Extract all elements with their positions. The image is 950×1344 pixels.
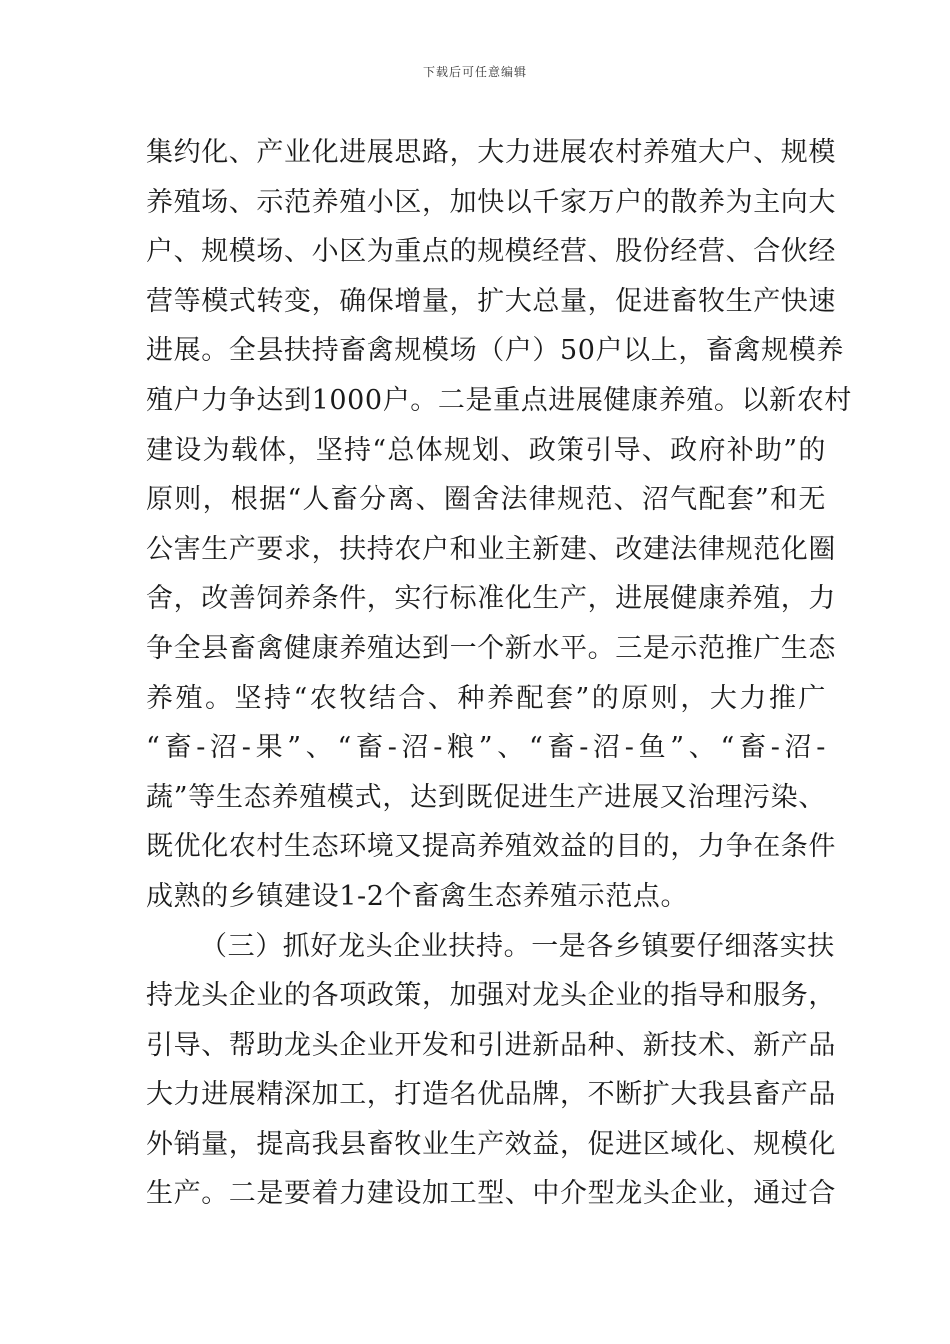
text-line: 殖户力争达到1000户。二是重点进展健康养殖。以新农村	[146, 384, 852, 416]
text-line: 生产。二是要着力建设加工型、中介型龙头企业，通过合	[146, 1178, 836, 1210]
text-line: 持龙头企业的各项政策，加强对龙头企业的指导和服务，	[146, 980, 836, 1012]
text-line: 蔬”等生态养殖模式，达到既促进生产进展又治理污染、	[146, 781, 826, 813]
text-line: 进展。全县扶持畜禽规模场（户）50户以上，畜禽规模养	[146, 335, 844, 367]
page-header: 下载后可任意编辑	[422, 65, 527, 79]
text-line: 养殖场、示范养殖小区，加快以千家万户的散养为主向大	[146, 186, 836, 218]
text-line: 原则，根据“人畜分离、圈舍法律规范、沼气配套”和无	[146, 484, 826, 516]
text-line: 争全县畜禽健康养殖达到一个新水平。三是示范推广生态	[146, 632, 836, 664]
text-line: 户、规模场、小区为重点的规模经营、股份经营、合伙经	[146, 236, 836, 268]
text-line: 引导、帮助龙头企业开发和引进新品种、新技术、新产品	[146, 1029, 836, 1061]
text-line: 集约化、产业化进展思路，大力进展农村养殖大户、规模	[146, 137, 836, 168]
text-line: 公害生产要求，扶持农户和业主新建、改建法律规范化圈	[146, 533, 836, 565]
paragraph-2	[146, 922, 836, 1220]
text-line: 舍，改善饲养条件，实行标准化生产，进展健康养殖，力	[146, 583, 836, 615]
text-line: 营等模式转变，确保增量，扩大总量，促进畜牧生产快速	[146, 285, 836, 317]
text-line: （三）抓好龙头企业扶持。一是各乡镇要仔细落实扶	[200, 930, 835, 962]
text-line: 成熟的乡镇建设1-2个畜禽生态养殖示范点。	[146, 880, 689, 912]
body-text	[146, 128, 852, 1219]
text-line: 既优化农村生态环境又提高养殖效益的目的，力争在条件	[146, 831, 836, 863]
text-line: “畜-沼-果”、“畜-沼-粮”、“畜-沼-鱼”、“畜-沼-	[146, 732, 826, 764]
text-line: 大力进展精深加工，打造名优品牌，不断扩大我县畜产品	[146, 1079, 836, 1111]
text-line: 外销量，提高我县畜牧业生产效益，促进区域化、规模化	[146, 1128, 836, 1160]
paragraph-1	[146, 128, 852, 922]
text-line: 养殖。坚持“农牧结合、种养配套”的原则，大力推广	[146, 682, 826, 714]
text-line: 建设为载体，坚持“总体规划、政策引导、政府补助”的	[146, 434, 826, 466]
